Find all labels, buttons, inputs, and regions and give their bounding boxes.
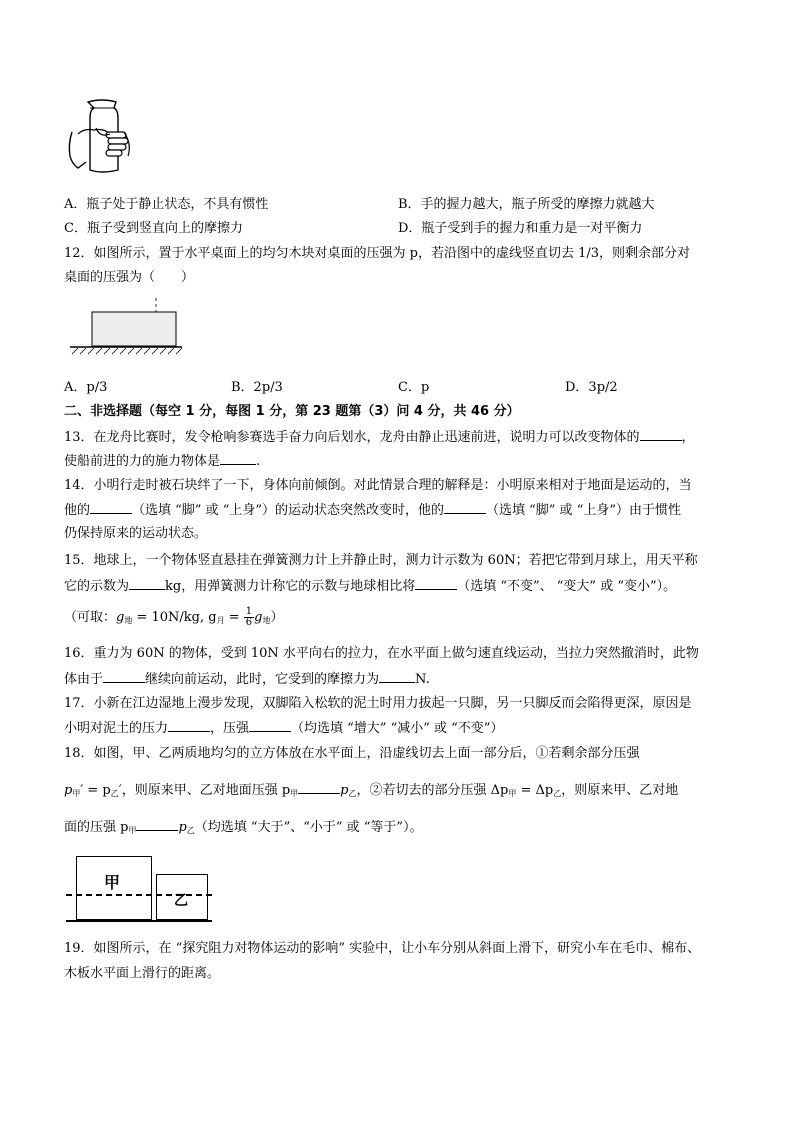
q15-g2: g bbox=[254, 610, 263, 625]
q14-line1: 14．小明行走时被石块绊了一下，身体向前倾倒。对此情景合理的解释是：小明原来相对于地面是运动的，当 bbox=[64, 478, 692, 493]
q15-blank-1[interactable] bbox=[129, 577, 165, 590]
q16-blank-2[interactable] bbox=[379, 670, 415, 683]
q12-option-c: C．p bbox=[398, 380, 430, 395]
cut-dashed-line bbox=[66, 894, 212, 896]
q16-line1: 16．重力为 60N 的物体，受到 10N 水平向右的拉力，在水平面上做匀速直线运动，当拉力突然撤消时，此物 bbox=[64, 646, 699, 661]
q12-option-d: D．3p/2 bbox=[565, 380, 618, 395]
q18-p1: p bbox=[64, 783, 73, 798]
q15-sub-earth2: 地 bbox=[262, 616, 271, 625]
q18-sub6: 乙 bbox=[553, 789, 562, 798]
q15-line3 bbox=[64, 606, 283, 633]
q11-option-b: B．手的握力越大，瓶子所受的摩擦力就越大 bbox=[398, 197, 655, 212]
q14-line2 bbox=[64, 501, 681, 520]
q18-sub3: 甲 bbox=[290, 789, 299, 798]
hand-bottle-figure bbox=[64, 98, 144, 180]
q17-line1: 17．小新在江边湿地上漫步发现，双脚陷入松软的泥土时用力拔起一只脚，另一只脚反而会陷得更深，原因是 bbox=[64, 696, 692, 711]
q14-text-a: 他的 bbox=[64, 503, 91, 518]
q16-line2 bbox=[64, 670, 430, 689]
q18-line3 bbox=[64, 818, 423, 840]
q13-text-c: 使船前进的力的施力物体是 bbox=[64, 454, 221, 469]
q11-option-c: C．瓶子受到竖直向上的摩擦力 bbox=[64, 221, 243, 236]
q18-sub8: 乙 bbox=[186, 826, 195, 835]
q14-blank-1[interactable] bbox=[90, 501, 132, 514]
ground-line bbox=[66, 920, 212, 922]
q13-line1 bbox=[64, 428, 695, 447]
q14-line3: 仍保持原来的运动状态。 bbox=[64, 526, 208, 541]
cube-jia-label: 甲 bbox=[104, 873, 121, 892]
q15-line1: 15．地球上，一个物体竖直悬挂在弹簧测力计上并静止时，测力计示数为 60N；若把它带到月球上，用天平称 bbox=[64, 553, 698, 568]
q15-g: g bbox=[116, 610, 125, 625]
q11-option-d: D．瓶子受到手的握力和重力是一对平衡力 bbox=[398, 221, 643, 236]
q15-note-close: ） bbox=[270, 610, 284, 625]
q18-sub1: 甲 bbox=[72, 789, 81, 798]
q12-stem-line2: 桌面的压强为（ ） bbox=[64, 270, 195, 285]
q15-line2 bbox=[64, 577, 676, 596]
q15-equals: = bbox=[224, 610, 244, 625]
q13-blank-2[interactable] bbox=[220, 452, 256, 465]
q15-fraction bbox=[244, 607, 254, 628]
q14-text-b: （选填 “脚” 或 “上身”）的运动状态突然改变时，他的 bbox=[132, 503, 444, 518]
q15-frac-num: 1 bbox=[245, 606, 253, 617]
q15-text-a: 它的示数为 bbox=[64, 579, 130, 594]
q18-sub2: 乙 bbox=[110, 789, 119, 798]
q18-sub4: 乙 bbox=[348, 789, 357, 798]
q13-text-d: . bbox=[256, 454, 261, 469]
q13-blank-1[interactable] bbox=[640, 428, 682, 441]
q12-option-a: A．p/3 bbox=[64, 380, 108, 395]
q16-text-a: 体由于 bbox=[64, 672, 104, 687]
q13-line2 bbox=[64, 452, 260, 471]
q12-stem-line1: 12．如图所示，置于水平桌面上的均匀木块对桌面的压强为 p，若沿图中的虚线竖直切去 1/3，则剩余部分对 bbox=[64, 246, 691, 261]
q18-line1: 18．如图，甲、乙两质地均匀的立方体放在水平面上，沿虚线切去上面一部分后，①若剩余部分压强 bbox=[64, 746, 640, 761]
q18-sub5: 甲 bbox=[508, 789, 517, 798]
q18-line2 bbox=[64, 781, 678, 803]
q15-sub-moon: 月 bbox=[216, 616, 225, 625]
q17-blank-2[interactable] bbox=[249, 719, 291, 732]
q18-eq1: ′ = p bbox=[80, 783, 111, 798]
q18-text-b: ，②若切去的部分压强 Δp bbox=[356, 783, 509, 798]
q15-frac-den: 6 bbox=[245, 617, 253, 628]
q14-text-c: （选填 “脚” 或 “上身”）由于惯性 bbox=[486, 503, 681, 518]
q18-text-e: （均选填 “大于”、“小于” 或 “等于”）。 bbox=[194, 820, 423, 835]
q17-text-c: （均选填 “增大” “减小” 或 “不变”） bbox=[291, 721, 504, 736]
q11-option-a: A．瓶子处于静止状态，不具有惯性 bbox=[64, 197, 269, 212]
q17-text-a: 小明对泥土的压力 bbox=[64, 721, 169, 736]
cubes-figure bbox=[64, 856, 214, 926]
q15-note-open: （可取： bbox=[64, 610, 117, 625]
q17-line2 bbox=[64, 719, 503, 738]
q14-blank-2[interactable] bbox=[444, 501, 486, 514]
q15-text-c: （选填 “不变”、 “变大” 或 “变小”）。 bbox=[457, 579, 677, 594]
q18-p3: p bbox=[178, 820, 187, 835]
wood-block-figure bbox=[66, 298, 186, 358]
q19-line1: 19．如图所示，在 “探究阻力对物体运动的影响” 实验中，让小车分别从斜面上滑下，研究小车在毛巾、棉布、 bbox=[64, 941, 701, 956]
q13-text-a: 13．在龙舟比赛时，发令枪响参赛选手奋力向后划水，龙舟由静止迅速前进，说明力可以改变物体的 bbox=[64, 430, 640, 445]
q18-eq2: = Δp bbox=[516, 783, 554, 798]
q18-text-d: 面的压强 p bbox=[64, 820, 129, 835]
q18-blank-2[interactable] bbox=[136, 818, 178, 831]
q17-blank-1[interactable] bbox=[168, 719, 210, 732]
q15-blank-2[interactable] bbox=[415, 577, 457, 590]
q19-line2: 木板水平面上滑行的距离。 bbox=[64, 966, 221, 981]
q17-text-b: ，压强 bbox=[210, 721, 250, 736]
cube-yi-label: 乙 bbox=[174, 893, 188, 909]
q16-blank-1[interactable] bbox=[103, 670, 145, 683]
q15-text-b: kg，用弹簧测力计称它的示数与地球相比将 bbox=[165, 579, 416, 594]
q18-p2: p bbox=[340, 783, 349, 798]
q15-g-earth-value: = 10N/kg, g bbox=[132, 610, 217, 625]
q13-text-b: ， bbox=[681, 430, 695, 445]
q18-blank-1[interactable] bbox=[298, 781, 340, 794]
q18-text-c: ，则原来甲、乙对地 bbox=[561, 783, 679, 798]
section-2-heading: 二、非选择题（每空 1 分，每图 1 分，第 23 题第（3）问 4 分，共 46 分） bbox=[64, 404, 520, 419]
q15-sub-earth: 地 bbox=[124, 616, 133, 625]
q16-text-c: N. bbox=[415, 672, 430, 687]
q12-option-b: B．2p/3 bbox=[231, 380, 283, 395]
q18-text-a: ′，则原来甲、乙对地面压强 p bbox=[118, 783, 291, 798]
q18-sub7: 甲 bbox=[128, 826, 137, 835]
q16-text-b: 继续向前运动，此时，它受到的摩擦力为 bbox=[145, 672, 380, 687]
